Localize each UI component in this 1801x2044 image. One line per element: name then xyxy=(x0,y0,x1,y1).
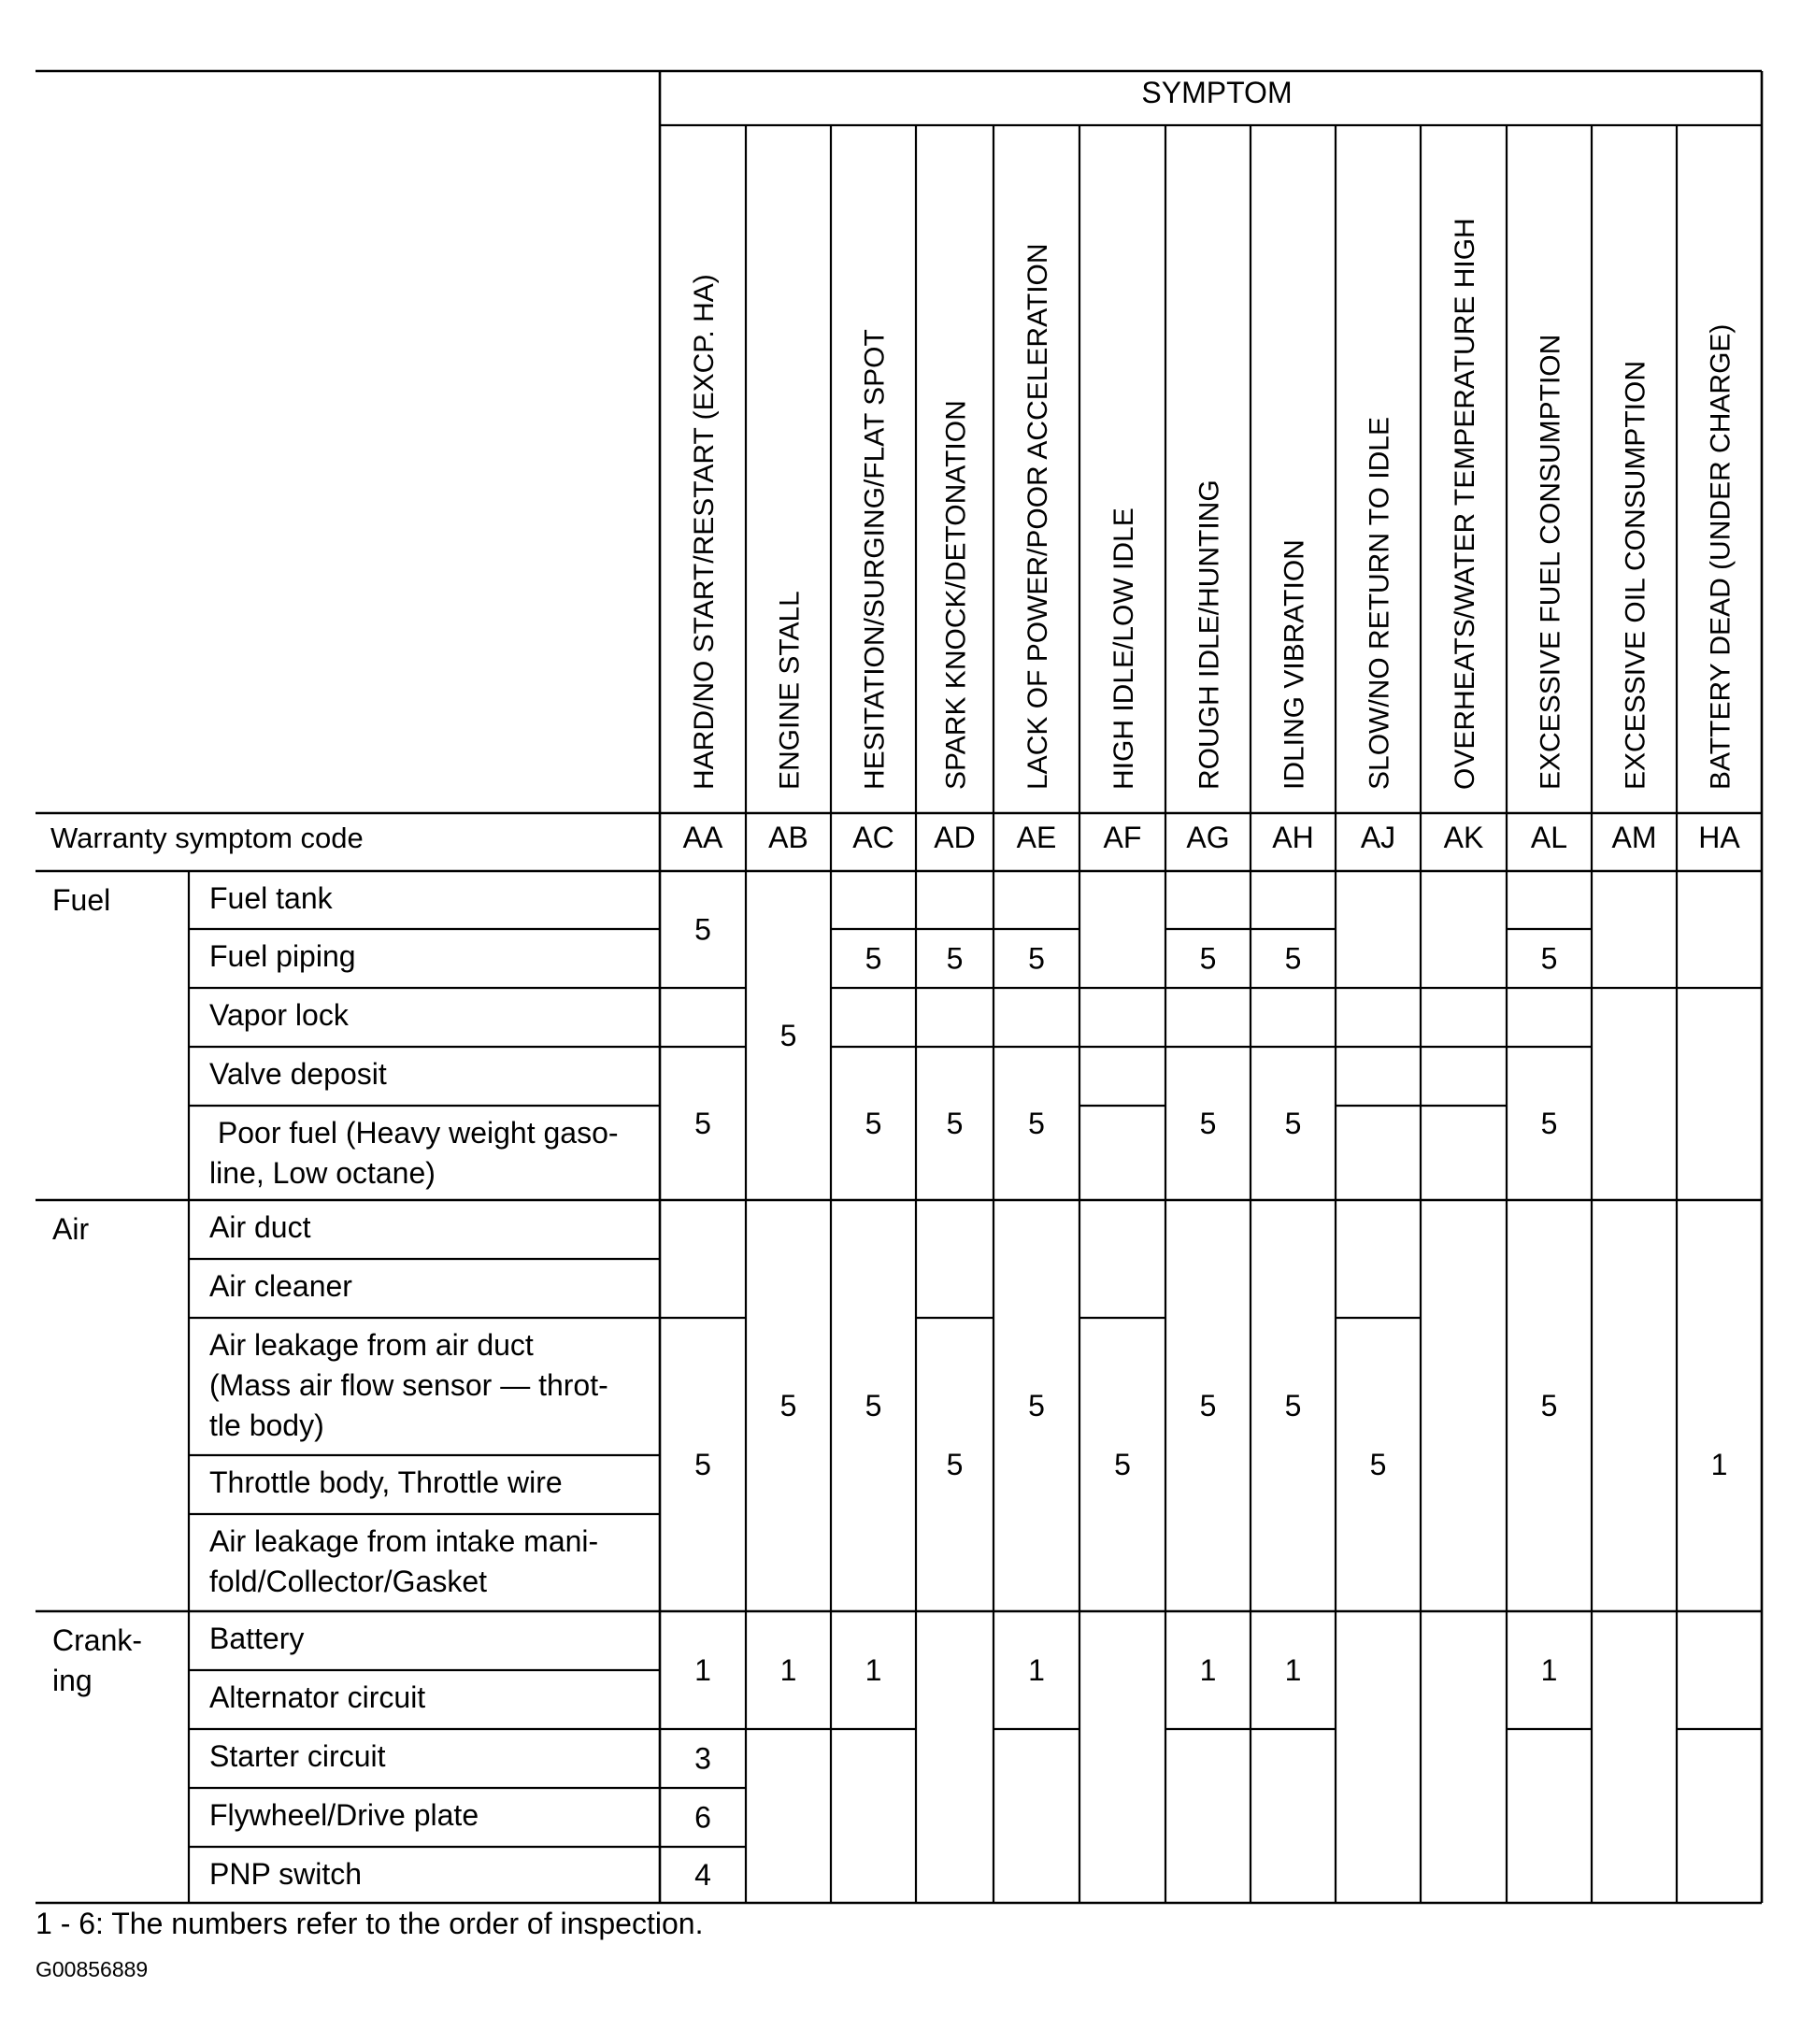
inspection-order-value: 1 xyxy=(865,1653,882,1687)
inspection-order-value: 5 xyxy=(1540,941,1558,976)
inspection-order-value: 5 xyxy=(694,1107,711,1140)
component-group-labels xyxy=(52,883,142,1697)
inspection-order-value: 5 xyxy=(1028,941,1045,976)
inspection-order-value: 5 xyxy=(1369,1448,1387,1481)
component-row-label: Battery xyxy=(209,1622,305,1655)
warranty-code: AC xyxy=(852,821,894,854)
component-row-label: Poor fuel (Heavy weight gaso- xyxy=(209,1116,619,1150)
component-group-label: Air xyxy=(52,1212,90,1246)
symptom-header-label: ENGINE STALL xyxy=(774,591,806,790)
inspection-order-value: 5 xyxy=(865,941,882,976)
warranty-code: AL xyxy=(1530,821,1568,854)
component-row-labels xyxy=(209,881,619,1891)
inspection-order-value: 5 xyxy=(946,1107,964,1140)
warranty-code: AB xyxy=(768,821,808,854)
symptom-column-headers xyxy=(689,218,1737,790)
inspection-order-value: 1 xyxy=(1199,1653,1217,1687)
warranty-code: AM xyxy=(1611,821,1657,854)
symptom-header-label: OVERHEATS/WATER TEMPERATURE HIGH xyxy=(1450,218,1480,790)
inspection-order-value: 5 xyxy=(1199,1107,1217,1140)
inspection-order-value: 1 xyxy=(779,1653,797,1687)
component-row-label: Valve deposit xyxy=(209,1057,387,1091)
figure-id: G00856889 xyxy=(36,1957,149,1981)
component-group-label: Fuel xyxy=(52,883,111,917)
inspection-order-value: 1 xyxy=(1028,1653,1045,1687)
inspection-order-value: 5 xyxy=(1114,1448,1131,1481)
inspection-order-value: 5 xyxy=(1284,941,1302,976)
inspection-order-value: 5 xyxy=(1199,1389,1217,1422)
symptom-header-label: EXCESSIVE FUEL CONSUMPTION xyxy=(1535,334,1566,790)
component-row-label: Air leakage from air duct xyxy=(209,1328,534,1362)
component-row-label: PNP switch xyxy=(209,1857,363,1891)
inspection-order-value: 1 xyxy=(1710,1448,1728,1481)
inspection-order-value: 3 xyxy=(694,1741,711,1776)
warranty-code-row xyxy=(50,821,1740,854)
symptom-header-label: SLOW/NO RETURN TO IDLE xyxy=(1364,417,1395,790)
inspection-order-value: 5 xyxy=(694,912,711,947)
inspection-order-value: 5 xyxy=(865,1389,882,1422)
warranty-code: AG xyxy=(1186,821,1230,854)
symptom-header-label: LACK OF POWER/POOR ACCELERATION xyxy=(1022,243,1053,790)
component-group-label: Crank- xyxy=(52,1623,143,1657)
warranty-code: AD xyxy=(934,821,976,854)
symptom-header-label: HESITATION/SURGING/FLAT SPOT xyxy=(859,329,891,790)
inspection-order-value: 5 xyxy=(946,1448,964,1481)
component-row-label: Fuel piping xyxy=(209,939,356,973)
symptom-header-label: BATTERY DEAD (UNDER CHARGE) xyxy=(1705,323,1737,790)
component-row-label: (Mass air flow sensor — throt- xyxy=(209,1368,608,1402)
component-row-label: Air cleaner xyxy=(209,1269,352,1303)
symptom-header-label: ROUGH IDLE/HUNTING xyxy=(1194,479,1225,790)
warranty-code: HA xyxy=(1698,821,1740,854)
inspection-order-value: 1 xyxy=(694,1653,711,1687)
component-row-label: tle body) xyxy=(209,1408,324,1442)
inspection-order-value: 5 xyxy=(1028,1389,1045,1422)
warranty-code: AE xyxy=(1016,821,1057,854)
component-row-label: Starter circuit xyxy=(209,1739,386,1773)
component-row-label: Air duct xyxy=(209,1210,311,1244)
symptom-header-title: SYMPTOM xyxy=(1141,76,1293,109)
component-row-label: Alternator circuit xyxy=(209,1680,426,1714)
component-row-label: Vapor lock xyxy=(209,998,349,1032)
inspection-order-cells xyxy=(694,913,1727,1893)
inspection-order-value: 5 xyxy=(1284,1389,1302,1422)
symptom-header-label: EXCESSIVE OIL CONSUMPTION xyxy=(1620,361,1651,790)
inspection-order-value: 5 xyxy=(1199,941,1217,976)
inspection-order-value: 5 xyxy=(779,1019,797,1052)
warranty-code: AK xyxy=(1443,821,1484,854)
inspection-order-value: 5 xyxy=(946,941,964,976)
inspection-order-value: 5 xyxy=(1284,1107,1302,1140)
inspection-order-value: 6 xyxy=(694,1800,711,1835)
inspection-order-value: 4 xyxy=(694,1858,711,1892)
component-row-label: Air leakage from intake mani- xyxy=(209,1524,599,1558)
inspection-order-value: 5 xyxy=(779,1389,797,1422)
component-row-label: Flywheel/Drive plate xyxy=(209,1798,479,1832)
symptom-header-label: IDLING VIBRATION xyxy=(1279,539,1310,790)
inspection-order-value: 5 xyxy=(694,1448,711,1481)
warranty-code: AH xyxy=(1272,821,1314,854)
symptom-header-label: HIGH IDLE/LOW IDLE xyxy=(1108,507,1139,790)
symptom-header-label: HARD/NO START/RESTART (EXCP. HA) xyxy=(689,274,720,790)
symptom-header-label: SPARK KNOCK/DETONATION xyxy=(940,400,972,790)
footnote: 1 - 6: The numbers refer to the order of inspection. xyxy=(36,1907,704,1940)
warranty-code: AJ xyxy=(1360,821,1396,854)
inspection-order-value: 5 xyxy=(1028,1107,1045,1140)
inspection-order-value: 5 xyxy=(865,1107,882,1140)
component-row-label: line, Low octane) xyxy=(209,1156,436,1190)
warranty-code: AA xyxy=(682,821,723,854)
inspection-order-value: 5 xyxy=(1540,1389,1558,1422)
inspection-order-value: 5 xyxy=(1540,1107,1558,1140)
component-row-label: fold/Collector/Gasket xyxy=(209,1565,488,1598)
component-row-label: Fuel tank xyxy=(209,881,333,915)
inspection-order-value: 1 xyxy=(1284,1653,1302,1687)
inspection-order-value: 1 xyxy=(1540,1653,1558,1687)
component-group-label: ing xyxy=(52,1664,93,1697)
warranty-code: AF xyxy=(1103,821,1142,854)
warranty-code-row-label: Warranty symptom code xyxy=(50,822,364,854)
component-row-label: Throttle body, Throttle wire xyxy=(209,1465,563,1499)
